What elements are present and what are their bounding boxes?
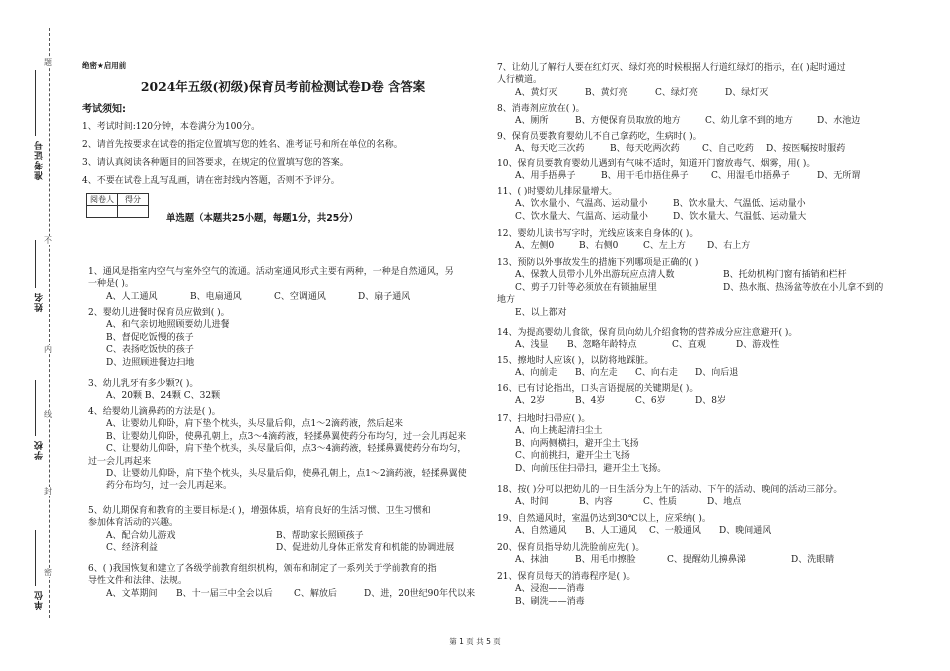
question-3: [88, 376, 484, 401]
question-stem: 8、消毒剂应放在( )。: [497, 104, 585, 114]
seal-char: 题: [44, 58, 52, 67]
option[interactable]: D、8岁: [695, 396, 726, 407]
question-12: [497, 226, 897, 251]
option[interactable]: A、浅显: [515, 340, 549, 351]
option[interactable]: D、按医嘱按时服药: [766, 144, 846, 155]
question-stem: 1、通风是指室内空气与室外空气的流通。活动室通风形式主要有两种，一种是自然通风，另: [88, 267, 454, 277]
option[interactable]: C、向右走: [635, 368, 678, 379]
notice-item: 4、不要在试卷上乱写乱画，请在密封线内答题，否则不予评分。: [82, 176, 340, 186]
notice-item: 3、请认真阅读各种题目的回答要求，在规定的位置填写您的答案。: [82, 158, 349, 168]
option[interactable]: C、用湿毛巾捂鼻子: [711, 171, 790, 182]
question-stem: 人行横道。: [497, 75, 543, 86]
option[interactable]: D、进，20世纪90年代以来: [364, 588, 476, 599]
question-15: [497, 353, 897, 378]
option[interactable]: A、2岁: [515, 396, 546, 407]
exam-number-field[interactable]: [35, 70, 36, 136]
option[interactable]: A、用手捂鼻子: [515, 171, 576, 182]
question-stem: 参加体育活动的兴趣。: [88, 518, 179, 529]
question-stem: 16、已有讨论指出，口头言语提展的关键期是( )。: [497, 384, 699, 394]
option[interactable]: C、性质: [643, 497, 677, 508]
question-6: [88, 561, 484, 598]
option[interactable]: B、十一届三中全会以后: [176, 588, 273, 599]
option[interactable]: C、表扬吃饭快的孩子: [106, 345, 194, 356]
option[interactable]: D、晚间通风: [719, 526, 772, 537]
option[interactable]: C、饮水量大、气温高、运动量小: [515, 211, 648, 222]
question-16: [497, 381, 897, 406]
option[interactable]: A、配合幼儿游戏: [106, 530, 176, 541]
option[interactable]: C、让婴幼儿仰卧，肩下垫个枕头，头尽量后仰，点3～4滴药液，轻揉鼻翼使药分布均匀，: [106, 444, 467, 455]
option[interactable]: B、用干毛巾捂住鼻子: [601, 171, 689, 182]
option[interactable]: D、水池边: [817, 116, 861, 127]
option[interactable]: B、向左走: [575, 368, 618, 379]
question-20: [497, 540, 897, 565]
question-stem: 18、按( )分可以把幼儿的一日生活分为上午的活动、下午的活动、晚间的活动三部分。: [497, 485, 843, 495]
option[interactable]: B、内容: [579, 497, 613, 508]
seal-char: 封: [44, 487, 52, 496]
option-continuation: 地方: [497, 295, 516, 306]
option[interactable]: D、热水瓶、热汤盆等放在小儿拿不到的: [723, 282, 884, 293]
option[interactable]: B、帮助家长照顾孩子: [276, 530, 364, 541]
option[interactable]: C、解放后: [294, 588, 337, 599]
question-stem: 导性文件和法律、法规。: [88, 576, 188, 587]
notice-item: 2、请首先按要求在试卷的指定位置填写您的姓名、准考证号和所在单位的名称。: [82, 140, 403, 150]
option[interactable]: D、促进幼儿身体正常发育和机能的协调进展: [276, 543, 455, 554]
question-stem: 3、幼儿乳牙有多少颗?( )。: [88, 379, 199, 389]
seal-line: [49, 28, 50, 618]
option[interactable]: B、饮水量大、气温低、运动量小: [673, 199, 806, 210]
name-label: 姓名: [35, 292, 45, 312]
option[interactable]: E、以上都对: [515, 307, 567, 318]
seal-char: 不: [44, 236, 52, 245]
option[interactable]: A、文革期间: [106, 588, 158, 599]
option[interactable]: D、地点: [707, 497, 742, 508]
option[interactable]: C、绿灯亮: [655, 87, 698, 98]
option[interactable]: C、左上方: [643, 241, 686, 252]
option[interactable]: A、向上挑起清扫尘土: [515, 426, 603, 437]
option[interactable]: A、向前走: [515, 368, 558, 379]
option[interactable]: A、抹油: [515, 555, 549, 566]
option[interactable]: B、右侧0: [579, 241, 619, 252]
name-field[interactable]: [35, 240, 36, 288]
question-stem: 12、婴幼儿读书写字时，光线应该来自身体的( )。: [497, 229, 699, 239]
option[interactable]: A、让婴幼儿仰卧，肩下垫个枕头，头尽量后仰，点1～2滴药液，然后起来: [106, 419, 403, 430]
region-field[interactable]: [35, 530, 36, 586]
option[interactable]: A、浸泡——消毒: [515, 584, 585, 595]
option[interactable]: D、绿灯灭: [725, 87, 769, 98]
question-21: [497, 569, 897, 606]
option[interactable]: D、边照顾进餐边扫地: [106, 357, 195, 368]
question-7: [497, 60, 897, 97]
option[interactable]: A、人工通风: [106, 291, 158, 302]
notice-heading: 考试须知:: [82, 104, 126, 115]
region-label: 单位: [35, 590, 45, 610]
option[interactable]: B、托幼机构门窗有插销和栏杆: [723, 270, 847, 281]
option[interactable]: C、6岁: [635, 396, 666, 407]
question-stem: 2、婴幼儿进餐时保育员应做到( )。: [88, 308, 230, 318]
question-stem: 15、擦地时人应该( )，以防将地踩脏。: [497, 356, 654, 366]
question-stem: 19、自然通风时，室温仍达到30℃以上，应采纳( )。: [497, 514, 711, 524]
option[interactable]: D、饮水量大、气温低、运动量大: [673, 211, 807, 222]
option[interactable]: D、游戏性: [736, 340, 780, 351]
question-13: [497, 255, 897, 317]
option[interactable]: D、右上方: [707, 241, 751, 252]
question-14: [497, 325, 897, 350]
option[interactable]: C、向前挑扫，避开尘土飞扬: [515, 451, 630, 462]
option[interactable]: A、左侧0: [515, 241, 555, 252]
option[interactable]: D、无所谓: [817, 171, 861, 182]
option[interactable]: A、保教人员带小儿外出游玩应点清人数: [515, 270, 675, 281]
question-stem: 7、让幼儿了解行人要在红灯灭、绿灯亮的时候根据人行道红绿灯的指示，在( )起时通过: [497, 63, 846, 73]
question-stem: 13、预防以外事故发生的措施下列哪项是正确的( ): [497, 258, 699, 268]
option[interactable]: C、经济利益: [106, 543, 158, 554]
page-title: 2024年五级(初级)保育员考前检测试卷D卷 含答案: [140, 79, 426, 94]
seal-char: 密: [44, 568, 52, 577]
question-2: [88, 305, 484, 367]
secret-mark: 绝密★启用前: [82, 61, 127, 70]
option[interactable]: A、时间: [515, 497, 549, 508]
option[interactable]: B、用毛巾擦脸: [575, 555, 636, 566]
option[interactable]: A、黄灯灭: [515, 87, 558, 98]
question-10: [497, 156, 897, 181]
option[interactable]: D、扇子通风: [358, 291, 411, 302]
question-stem: 9、保育员要教育婴幼儿不自己拿药吃，生病时( )。: [497, 132, 702, 142]
option[interactable]: A、每天吃三次药: [515, 144, 585, 155]
option[interactable]: D、让婴幼儿仰卧，肩下垫个枕头，头尽量后仰，使鼻孔朝上，点1～2滴药液，轻揉鼻翼使: [106, 468, 467, 479]
question-8: [497, 101, 897, 126]
question-5: [88, 503, 484, 553]
score-cell[interactable]: [118, 206, 149, 218]
option-continuation: 药分布均匀，过一会儿再起来。: [106, 481, 233, 492]
option[interactable]: B、人工通风: [585, 526, 637, 537]
reviewer-header: 阅卷人: [87, 194, 118, 206]
option[interactable]: C、直观: [672, 340, 706, 351]
question-11: [497, 184, 897, 221]
score-header: 得分: [118, 194, 149, 206]
binding-margin: [0, 0, 70, 671]
option[interactable]: B、黄灯亮: [585, 87, 628, 98]
option[interactable]: C、剪子刀针等必须放在有锁抽屉里: [515, 282, 657, 293]
option[interactable]: B、忽略年龄特点: [567, 340, 637, 351]
notice-item: 1、考试时间:120分钟，本卷满分为100分。: [82, 122, 261, 132]
option[interactable]: B、方便保育员取放的地方: [575, 116, 681, 127]
option[interactable]: C、空调通风: [274, 291, 326, 302]
option[interactable]: D、洗眼睛: [791, 555, 835, 566]
seal-char: 内: [44, 345, 52, 354]
question-18: [497, 482, 897, 507]
question-stem: 17、扫地时扫帚应( )。: [497, 414, 591, 424]
score-table: [86, 193, 149, 218]
option[interactable]: A、自然通风: [515, 526, 567, 537]
option[interactable]: B、督促吃饭慢的孩子: [106, 332, 194, 343]
question-stem: 一种是( )。: [88, 279, 134, 290]
exam-number-label: 准考证号: [35, 140, 45, 180]
option[interactable]: C、自己吃药: [702, 144, 754, 155]
option[interactable]: B、刷洗——消毒: [515, 596, 585, 607]
question-stem: 5、幼儿期保育和教育的主要目标是:( )，增强体质，培育良好的生活习惯、卫生习惯和: [88, 506, 431, 516]
option[interactable]: B、让婴幼儿仰卧，使鼻孔朝上，点3～4滴药液，轻揉鼻翼使药分布均匀，过一会儿再起来: [106, 431, 467, 442]
question-stem: 6、( )我国恢复和建立了各级学前教育组织机构，颁布和制定了一系列关于学前教育的指: [88, 564, 437, 574]
page-number: 第 1 页 共 5 页: [449, 637, 501, 646]
school-label: 学校: [35, 440, 45, 460]
option[interactable]: B、4岁: [575, 396, 606, 407]
notice-list: [82, 118, 482, 190]
option[interactable]: B、向两侧横扫，避开尘土飞扬: [515, 438, 639, 449]
question-19: [497, 511, 897, 536]
option[interactable]: D、向前压住扫帚扫，避开尘土飞扬。: [515, 463, 667, 474]
option[interactable]: C、提醒幼儿擤鼻涕: [667, 555, 746, 566]
option[interactable]: A、和气亲切地照顾要幼儿进餐: [106, 320, 230, 331]
option[interactable]: C、一般通风: [649, 526, 701, 537]
school-field[interactable]: [35, 380, 36, 436]
question-17: [497, 411, 897, 473]
section-heading: 单选题（本题共25小题，每题1分，共25分）: [166, 213, 358, 224]
option-continuation: 过一会儿再起来: [88, 456, 152, 467]
option[interactable]: A、饮水量小、气温高、运动量小: [515, 199, 648, 210]
question-4: [88, 404, 484, 491]
option[interactable]: B、电扇通风: [190, 291, 242, 302]
seal-char: 线: [44, 410, 52, 419]
reviewer-cell[interactable]: [87, 206, 118, 218]
option[interactable]: D、向后退: [695, 368, 739, 379]
question-9: [497, 129, 897, 154]
question-stem: 21、保育员每天的消毒程序是( )。: [497, 572, 636, 582]
question-stem: 20、保育员指导幼儿洗脸前应先( )。: [497, 543, 645, 553]
question-stem: 10、保育员要教育婴幼儿遇到有气味不适时，知道开门窗放毒气、烟雾，用( )。: [497, 159, 816, 169]
question-stem: 4、给婴幼儿滴鼻药的方法是( )。: [88, 407, 221, 417]
option[interactable]: A、20颗 B、24颗 C、32颗: [106, 391, 221, 402]
question-1: [88, 264, 484, 301]
option[interactable]: C、幼儿拿不到的地方: [705, 116, 793, 127]
option[interactable]: A、厕所: [515, 116, 549, 127]
option[interactable]: B、每天吃两次药: [610, 144, 680, 155]
question-stem: 14、为提高婴幼儿食欲，保育员向幼儿介绍食物的营养成分应注意避开( )。: [497, 328, 798, 338]
question-stem: 11、( )时婴幼儿排尿量增大。: [497, 187, 618, 197]
